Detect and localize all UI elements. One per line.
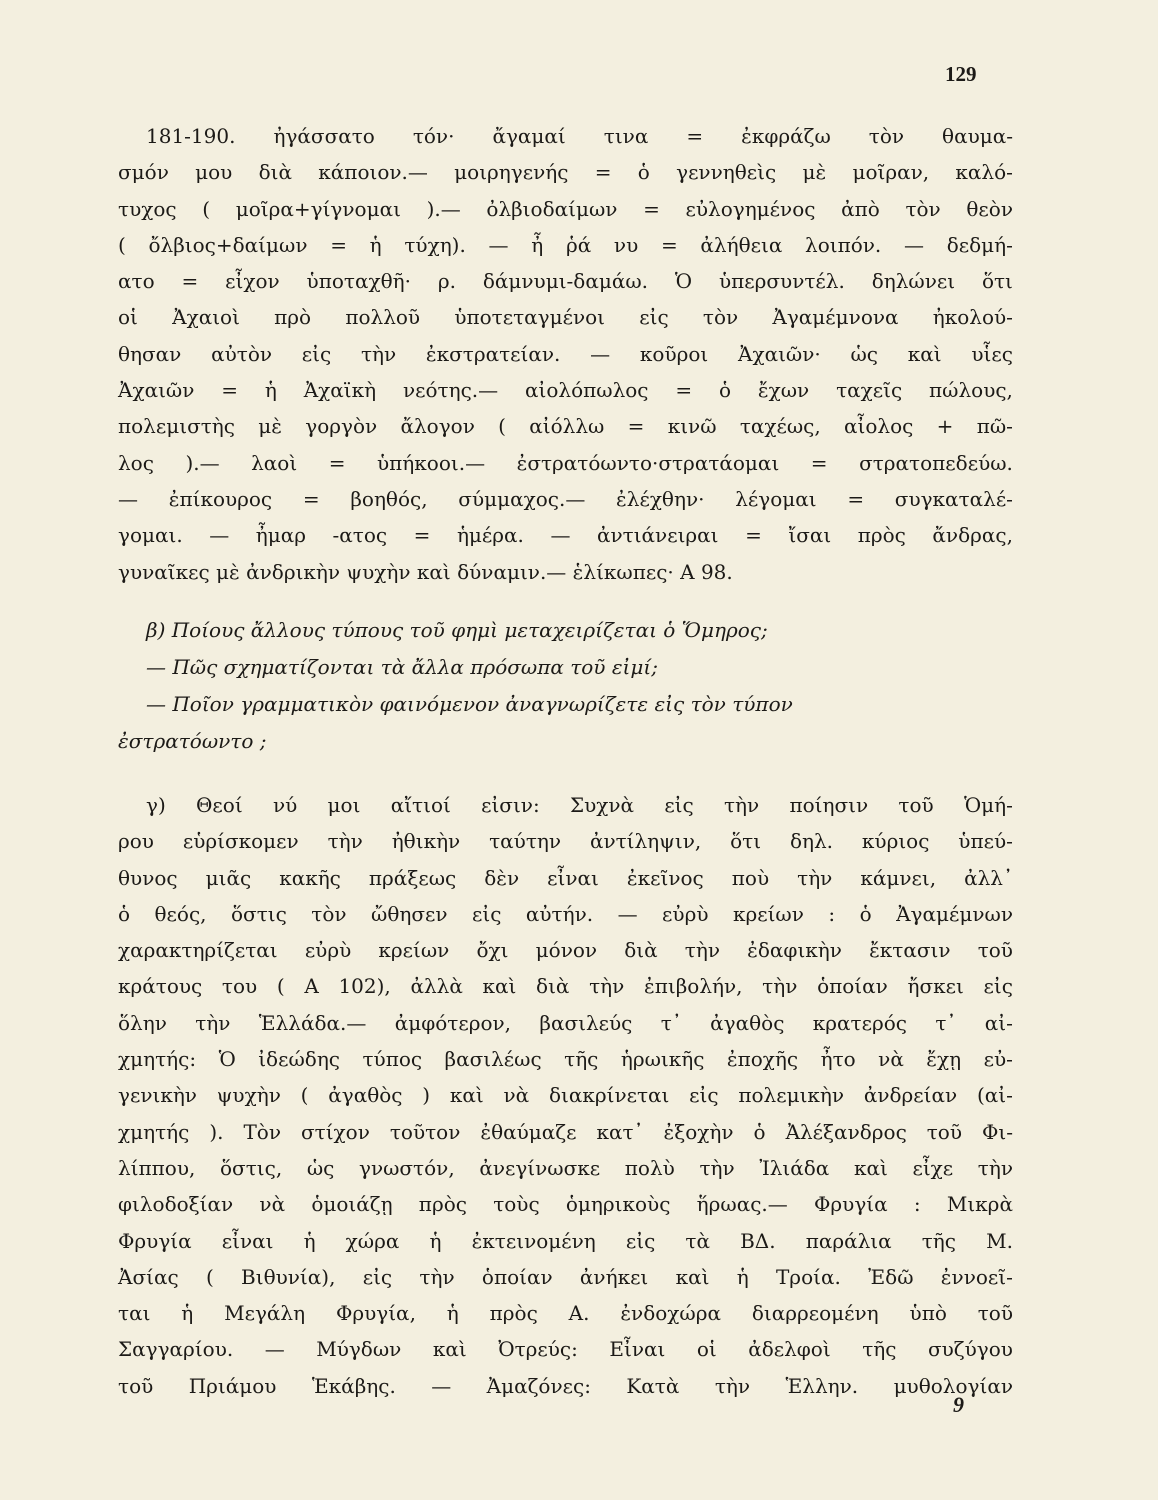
- question-line: — Ποῖον γραμματικὸν φαινόμενον ἀναγνωρίζετε εἰς τὸν τύπον: [146, 692, 793, 716]
- text-line: ὁ θεός, ὅστις τὸν ὤθησεν εἰς αὐτήν. — εὐρὺ κρείων : ὁ Ἀγαμέμνων: [118, 901, 1013, 926]
- text-line: χμητής ). Τὸν στίχον τοῦτον ἐθαύμαζε κατ᾽ ἐξοχὴν ὁ Ἀλέξανδρος τοῦ Φι-: [118, 1119, 1013, 1144]
- page-number: 129: [945, 62, 977, 86]
- text-line: γ) Θεοί νύ μοι αἴτιοί εἰσιν: Συχνὰ εἰς τὴν ποίησιν τοῦ Ὁμή-: [146, 793, 1013, 817]
- text-line: λος ).— λαοὶ = ὑπήκοοι.— ἐστρατόωντο·στρατάομαι = στρατοπεδεύω.: [118, 450, 1013, 475]
- text-line: 181-190. ἠγάσσατο τόν· ἄγαμαί τινα = ἐκφράζω τὸν θαυμα-: [146, 124, 1013, 148]
- text-line: ται ἡ Μεγάλη Φρυγία, ἡ πρὸς Α. ἐνδοχώρα διαρρεομένη ὑπὸ τοῦ: [118, 1301, 1013, 1326]
- text-line: οἱ Ἀχαιοὶ πρὸ πολλοῦ ὑποτεταγμένοι εἰς τὸν Ἀγαμέμνονα ἠκολού-: [118, 305, 1013, 330]
- text-line: Φρυγία εἶναι ἡ χώρα ἡ ἐκτεινομένη εἰς τὰ ΒΔ. παράλια τῆς Μ.: [118, 1228, 1013, 1253]
- text-line: χμητής: Ὁ ἰδεώδης τύπος βασιλέως τῆς ἡρωικῆς ἐποχῆς ἦτο νὰ ἔχῃ εὐ-: [118, 1047, 1013, 1072]
- text-line: ρου εὑρίσκομεν τὴν ἠθικὴν ταύτην ἀντίληψιν, ὅτι δηλ. κύριος ὑπεύ-: [118, 829, 1013, 854]
- text-line: ( ὄλβιος+δαίμων = ἡ τύχη). — ἦ ῥά νυ = ἀλήθεια λοιπόν. — δεδμή-: [118, 232, 1013, 257]
- text-line: σμόν μου διὰ κάποιον.— μοιρηγενής = ὁ γεννηθεὶς μὲ μοῖραν, καλό-: [118, 160, 1013, 185]
- text-line: τοῦ Πριάμου Ἑκάβης. — Ἀμαζόνες: Κατὰ τὴν Ἑλλην. μυθολογίαν: [118, 1373, 1013, 1398]
- text-line: λίππου, ὅστις, ὡς γνωστόν, ἀνεγίνωσκε πολὺ τὴν Ἰλιάδα καὶ εἶχε τὴν: [118, 1155, 1013, 1180]
- paragraph-commentary: [118, 787, 1013, 1404]
- paragraph-questions: [118, 612, 1013, 760]
- text-line: γομαι. — ἦμαρ -ατος = ἡμέρα. — ἀντιάνειραι = ἴσαι πρὸς ἄνδρας,: [118, 523, 1013, 548]
- paragraph-vocabulary-notes: [118, 118, 1013, 590]
- signature-number: 9: [953, 1392, 964, 1417]
- question-line: β) Ποίους ἄλλους τύπους τοῦ φημὶ μεταχειρίζεται ὁ Ὅμηρος;: [146, 618, 768, 642]
- text-line: Ἀσίας ( Βιθυνία), εἰς τὴν ὁποίαν ἀνήκει καὶ ἡ Τροία. Ἐδῶ ἐννοεῖ-: [118, 1264, 1013, 1289]
- text-line: γενικὴν ψυχὴν ( ἀγαθὸς ) καὶ νὰ διακρίνεται εἰς πολεμικὴν ἀνδρείαν (αἰ-: [118, 1083, 1013, 1108]
- text-line: τυχος ( μοῖρα+γίγνομαι ).— ὀλβιοδαίμων = εὐλογημένος ἀπὸ τὸν θεὸν: [118, 196, 1013, 221]
- text-line: γυναῖκες μὲ ἀνδρικὴν ψυχὴν καὶ δύναμιν.— ἑλίκωπες· Α 98.: [118, 559, 733, 584]
- text-line: ὅλην τὴν Ἑλλάδα.— ἀμφότερον, βασιλεύς τ᾽ ἀγαθὸς κρατερός τ᾽ αἰ-: [118, 1010, 1013, 1035]
- text-line: φιλοδοξίαν νὰ ὁμοιάζῃ πρὸς τοὺς ὁμηρικοὺς ἥρωας.— Φρυγία : Μικρὰ: [118, 1192, 1013, 1217]
- text-line: θησαν αὐτὸν εἰς τὴν ἐκστρατείαν. — κοῦροι Ἀχαιῶν· ὡς καὶ υἷες: [118, 341, 1013, 366]
- text-line: θυνος μιᾶς κακῆς πράξεως δὲν εἶναι ἐκεῖνος ποὺ τὴν κάμνει, ἀλλ᾽: [118, 865, 1013, 890]
- text-line: πολεμιστὴς μὲ γοργὸν ἄλογον ( αἰόλλω = κινῶ ταχέως, αἶολος + πῶ-: [118, 414, 1013, 439]
- text-line: Σαγγαρίου. — Μύγδων καὶ Ὀτρεύς: Εἶναι οἱ ἀδελφοὶ τῆς συζύγου: [118, 1337, 1013, 1362]
- question-line: ἐστρατόωντο ;: [118, 729, 267, 753]
- text-line: κράτους του ( Α 102), ἀλλὰ καὶ διὰ τὴν ἐπιβολήν, τὴν ὁποίαν ἤσκει εἰς: [118, 974, 1013, 999]
- question-line: — Πῶς σχηματίζονται τὰ ἄλλα πρόσωπα τοῦ εἰμί;: [146, 655, 658, 679]
- text-line: Ἀχαιῶν = ἡ Ἀχαϊκὴ νεότης.— αἰολόπωλος = ὁ ἔχων ταχεῖς πώλους,: [118, 378, 1013, 403]
- text-line: — ἐπίκουρος = βοηθός, σύμμαχος.— ἐλέχθην· λέγομαι = συγκαταλέ-: [118, 486, 1013, 511]
- text-line: ατο = εἶχον ὑποταχθῆ· ρ. δάμνυμι-δαμάω. Ὁ ὑπερσυντέλ. δηλώνει ὅτι: [118, 269, 1013, 294]
- text-line: χαρακτηρίζεται εὐρὺ κρείων ὄχι μόνον διὰ τὴν ἐδαφικὴν ἔκτασιν τοῦ: [118, 938, 1013, 963]
